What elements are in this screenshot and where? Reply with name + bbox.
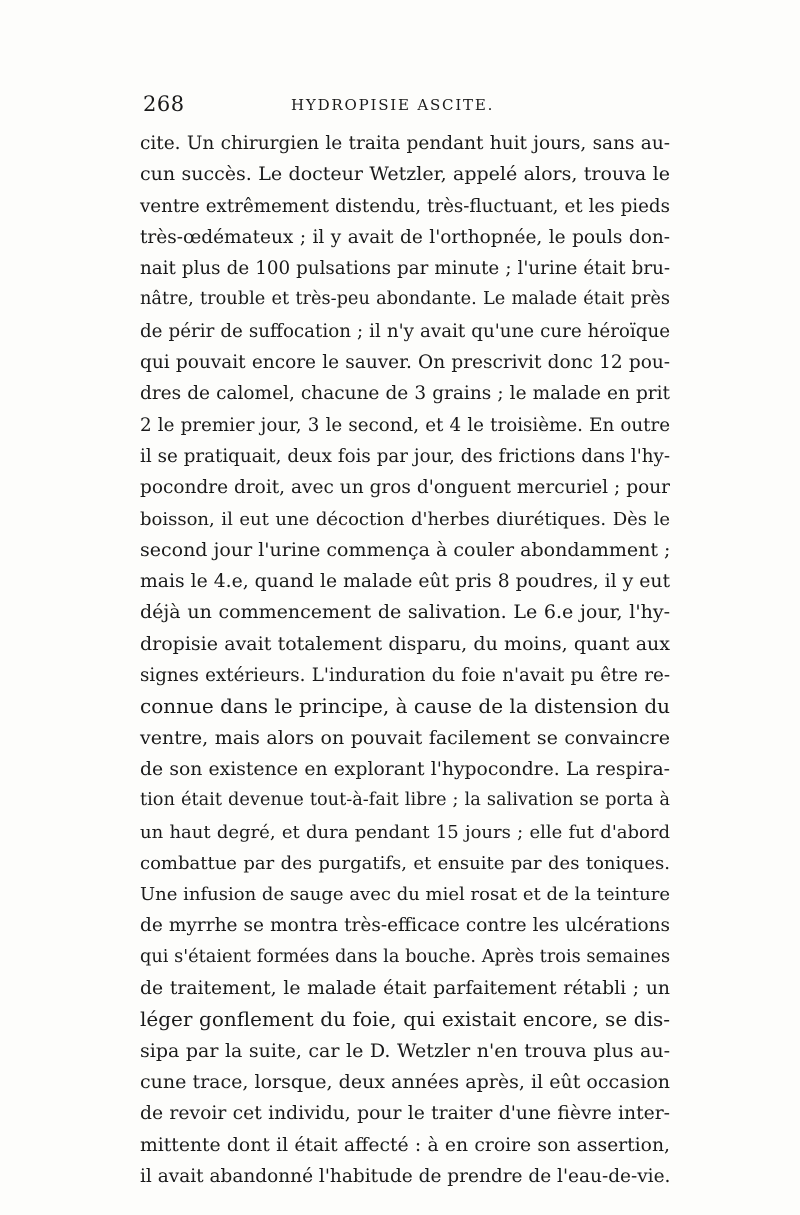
text-line: Une infusion de sauge avec du miel rosat et de la teinture	[140, 884, 670, 906]
text-line: de myrrhe se montra très-efficace contre les ulcérations	[140, 915, 670, 937]
text-line: mais le 4.e, quand le malade eût pris 8 poudres, il y eut	[140, 571, 670, 593]
text-line: qui s'étaient formées dans la bouche. Après trois semaines	[140, 946, 671, 967]
text-line: ventre, mais alors on pouvait facilement se convaincre	[140, 726, 670, 749]
text-line: léger gonflement du foie, qui existait encore, se dis-	[140, 1007, 670, 1032]
text-line: tion était devenue tout-à-fait libre ; la salivation se porta à	[140, 790, 670, 811]
text-line: pocondre droit, avec un gros d'onguent mercuriel ; pour	[140, 477, 670, 499]
text-line: de son existence en explorant l'hypocondre. La respira-	[140, 758, 670, 780]
text-line: connue dans le principe, à cause de la distension du	[140, 694, 670, 719]
text-line: signes extérieurs. L'induration du foie n'avait pu être re-	[140, 665, 670, 687]
text-line: nait plus de 100 pulsations par minute ; l'urine était bru-	[140, 258, 670, 280]
text-line: qui pouvait encore le sauver. On prescrivit donc 12 pou-	[140, 352, 670, 374]
text-line: cune trace, lorsque, deux années après, il eût occasion	[140, 1070, 670, 1093]
text-line: déjà un commencement de salivation. Le 6.e jour, l'hy-	[140, 601, 670, 624]
text-line: de périr de suffocation ; il n'y avait qu'une cure héroïque	[140, 320, 670, 342]
text-line: nâtre, trouble et très-peu abondante. Le malade était près	[140, 289, 670, 310]
running-head: HYDROPISIE ASCITE.	[291, 96, 495, 114]
page-header	[143, 92, 663, 120]
text-line: il se pratiquait, deux fois par jour, des frictions dans l'hy-	[140, 445, 670, 467]
text-line: cun succès. Le docteur Wetzler, appelé alors, trouva le	[140, 163, 670, 186]
text-line: de traitement, le malade était parfaitement rétabli ; un	[140, 978, 670, 1000]
body-text	[140, 128, 670, 1192]
text-line: boisson, il eut une décoction d'herbes diurétiques. Dès le	[140, 508, 670, 530]
text-line: de revoir cet individu, pour le traiter d'une fièvre inter-	[140, 1103, 670, 1125]
text-line: un haut degré, et dura pendant 15 jours ; elle fut d'abord	[140, 821, 670, 843]
text-line: mittente dont il était affecté : à en croire son assertion,	[140, 1134, 670, 1156]
text-line: 2 le premier jour, 3 le second, et 4 le troisième. En outre	[140, 414, 670, 436]
text-line: cite. Un chirurgien le traita pendant huit jours, sans au-	[140, 133, 670, 154]
text-line: très-œdémateux ; il y avait de l'orthopnée, le pouls don-	[140, 226, 670, 248]
text-line: dropisie avait totalement disparu, du moins, quant aux	[140, 632, 670, 655]
text-line: il avait abandonné l'habitude de prendre de l'eau-de-vie.	[140, 1165, 671, 1187]
text-line: ventre extrêmement distendu, très-fluctuant, et les pieds	[140, 195, 670, 217]
text-line: second jour l'urine commença à couler abondamment ;	[140, 538, 671, 561]
text-line: combattue par des purgatifs, et ensuite par des toniques.	[140, 852, 670, 874]
text-line: dres de calomel, chacune de 3 grains ; le malade en prit	[140, 383, 670, 405]
text-line: sipa par la suite, car le D. Wetzler n'en trouva plus au-	[140, 1039, 670, 1062]
page-number: 268	[143, 92, 185, 116]
